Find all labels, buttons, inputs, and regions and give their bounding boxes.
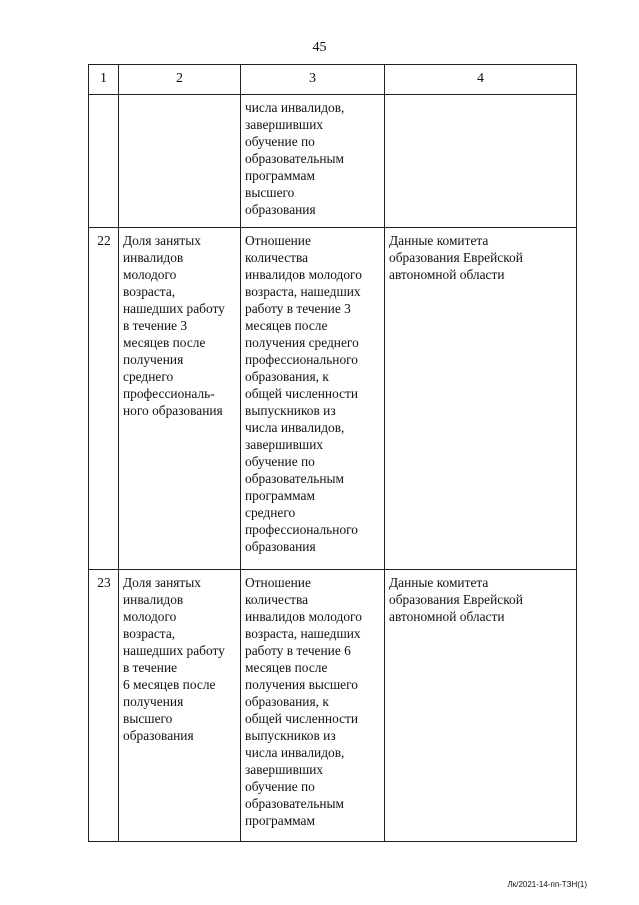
document-code: Лк/2021-14-пп-ТЗН(1) — [507, 880, 587, 889]
calculation-method: Отношение количества инвалидов молодого возраста, нашедших работу в течение 6 месяцев после получения высшего образования, к общей численности выпускников из числа инвалидов, завершивших обучение по образовательным программам — [241, 570, 385, 842]
table-row — [89, 228, 577, 570]
header-col-4: 4 — [385, 65, 577, 95]
row-number: 22 — [89, 228, 119, 570]
header-col-3: 3 — [241, 65, 385, 95]
indicator-name — [119, 95, 241, 228]
table-row — [89, 570, 577, 842]
table-row — [89, 95, 577, 228]
data-source: Данные комитета образования Еврейской автономной области — [385, 228, 577, 570]
data-source — [385, 95, 577, 228]
page-number: 45 — [312, 40, 327, 55]
header-col-1: 1 — [89, 65, 119, 95]
data-source: Данные комитета образования Еврейской автономной области — [385, 570, 577, 842]
indicator-table — [88, 64, 577, 842]
indicator-name: Доля занятых инвалидов молодого возраста, нашедших работу в течение 6 месяцев после получения высшего образования — [119, 570, 241, 842]
indicator-name: Доля занятых инвалидов молодого возраста, нашедших работу в течение 3 месяцев после получения среднего профессиональ- ного образования — [119, 228, 241, 570]
header-col-2: 2 — [119, 65, 241, 95]
calculation-method: числа инвалидов, завершивших обучение по образовательным программам высшего образования — [241, 95, 385, 228]
row-number — [89, 95, 119, 228]
calculation-method: Отношение количества инвалидов молодого возраста, нашедших работу в течение 3 месяцев после получения среднего профессионального образования, к общей численности выпускников из числа инвалидов, завершивших обучение по образовательным программам среднего профессионального образования — [241, 228, 385, 570]
table-header-row — [89, 65, 577, 95]
row-number: 23 — [89, 570, 119, 842]
